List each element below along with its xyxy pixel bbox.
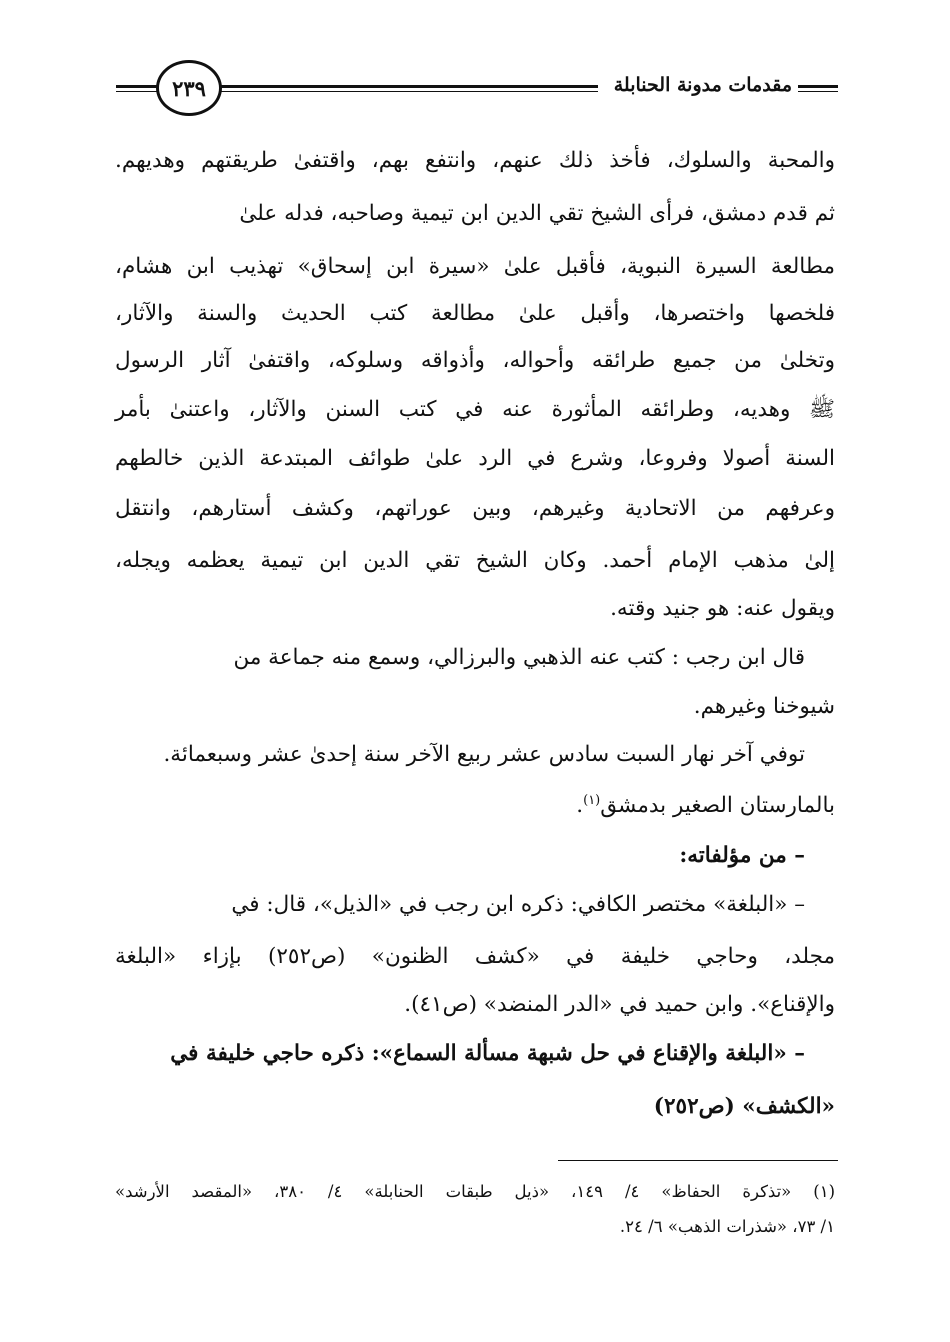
header-rule-middle xyxy=(220,85,598,92)
text-line-3: مطالعة السيرة النبوية، فأقبل علىٰ «سيرة ابن إسحاق» تهذيب ابن هشام، xyxy=(115,254,835,279)
text-line-13: توفي آخر نهار السبت سادس عشر ربيع الآخر سنة إحدىٰ عشر وسبعمائة. xyxy=(163,742,805,767)
text-line-4: فلخصها واختصرها، وأقبل علىٰ مطالعة كتب الحديث والسنة والآثار، xyxy=(115,301,835,326)
text-line-12: شيوخنا وغيرهم. xyxy=(693,694,835,719)
page-number: ٢٣٩ xyxy=(156,60,222,116)
footnote-1-line-1: (١) «تذكرة الحفاظ» ٤/ ١٤٩، «ذيل طبقات الحنابلة» ٤/ ٣٨٠، «المقصد الأرشد» xyxy=(115,1182,835,1201)
page-header xyxy=(112,60,838,118)
text-line-20: «الكشف» (ص٢٥٢) xyxy=(653,1094,835,1119)
text-line-6: ﷺ وهديه، وطرائقه المأثورة عنه في كتب السنن والآثار، واعتنىٰ بأمر xyxy=(115,397,835,422)
text-line-2: ثم قدم دمشق، فرأى الشيخ تقي الدين ابن تيمية وصاحبه، فدله علىٰ xyxy=(239,201,835,226)
footnote-ref-1: (١) xyxy=(583,793,601,808)
text-line-18: والإقناع». وابن حميد في «الدر المنضد» (ص٤١). xyxy=(404,992,835,1017)
footnote-separator xyxy=(558,1160,838,1161)
text-line-5: وتخلىٰ من جميع طرائقه وأحواله، وأذواقه وسلوكه، واقتفىٰ آثار الرسول xyxy=(115,348,835,373)
section-heading-works: – من مؤلفاته: xyxy=(679,843,805,868)
header-rule-right xyxy=(798,85,838,92)
death-place-text: بالمارستان الصغير بدمشق xyxy=(600,793,835,819)
running-title: مقدمات مدونة الحنابلة xyxy=(613,74,792,96)
text-line-10: ويقول عنه: هو جنيد وقته. xyxy=(610,596,835,621)
text-line-7: السنة أصولا وفروعا، وشرع في الرد علىٰ طوائف المبتدعة الذين خالطهم xyxy=(115,446,835,471)
text-line-17: مجلد، وحاجي خليفة في «كشف الظنون» (ص٢٥٢) بإزاء «البلغة xyxy=(115,944,835,969)
header-rule-left xyxy=(116,85,160,92)
line-end-period: . xyxy=(576,793,584,819)
text-line-8: وعرفهم من الاتحادية وغيرهم، وبين عوراتهم، وكشف أستارهم، وانتقل xyxy=(115,496,835,521)
footnote-1-line-2: ١/ ٧٣، «شذرات الذهب» ٦/ ٢٤. xyxy=(619,1217,835,1236)
text-line-16: – «البلغة» مختصر الكافي: ذكره ابن رجب في «الذيل»، قال: في xyxy=(231,892,805,917)
text-line-19: – «البلغة والإقناع في حل شبهة مسألة السماع»: ذكره حاجي خليفة في xyxy=(170,1041,805,1066)
text-line-14 xyxy=(576,786,835,818)
text-line-11: قال ابن رجب : كتب عنه الذهبي والبرزالي، وسمع منه جماعة من xyxy=(233,645,805,670)
text-line-1: والمحبة والسلوك، فأخذ ذلك عنهم، وانتفع بهم، واقتفىٰ طريقتهم وهديهم. xyxy=(115,148,835,173)
text-line-9: إلىٰ مذهب الإمام أحمد. وكان الشيخ تقي الدين ابن تيمية يعظمه ويجله، xyxy=(115,548,835,573)
